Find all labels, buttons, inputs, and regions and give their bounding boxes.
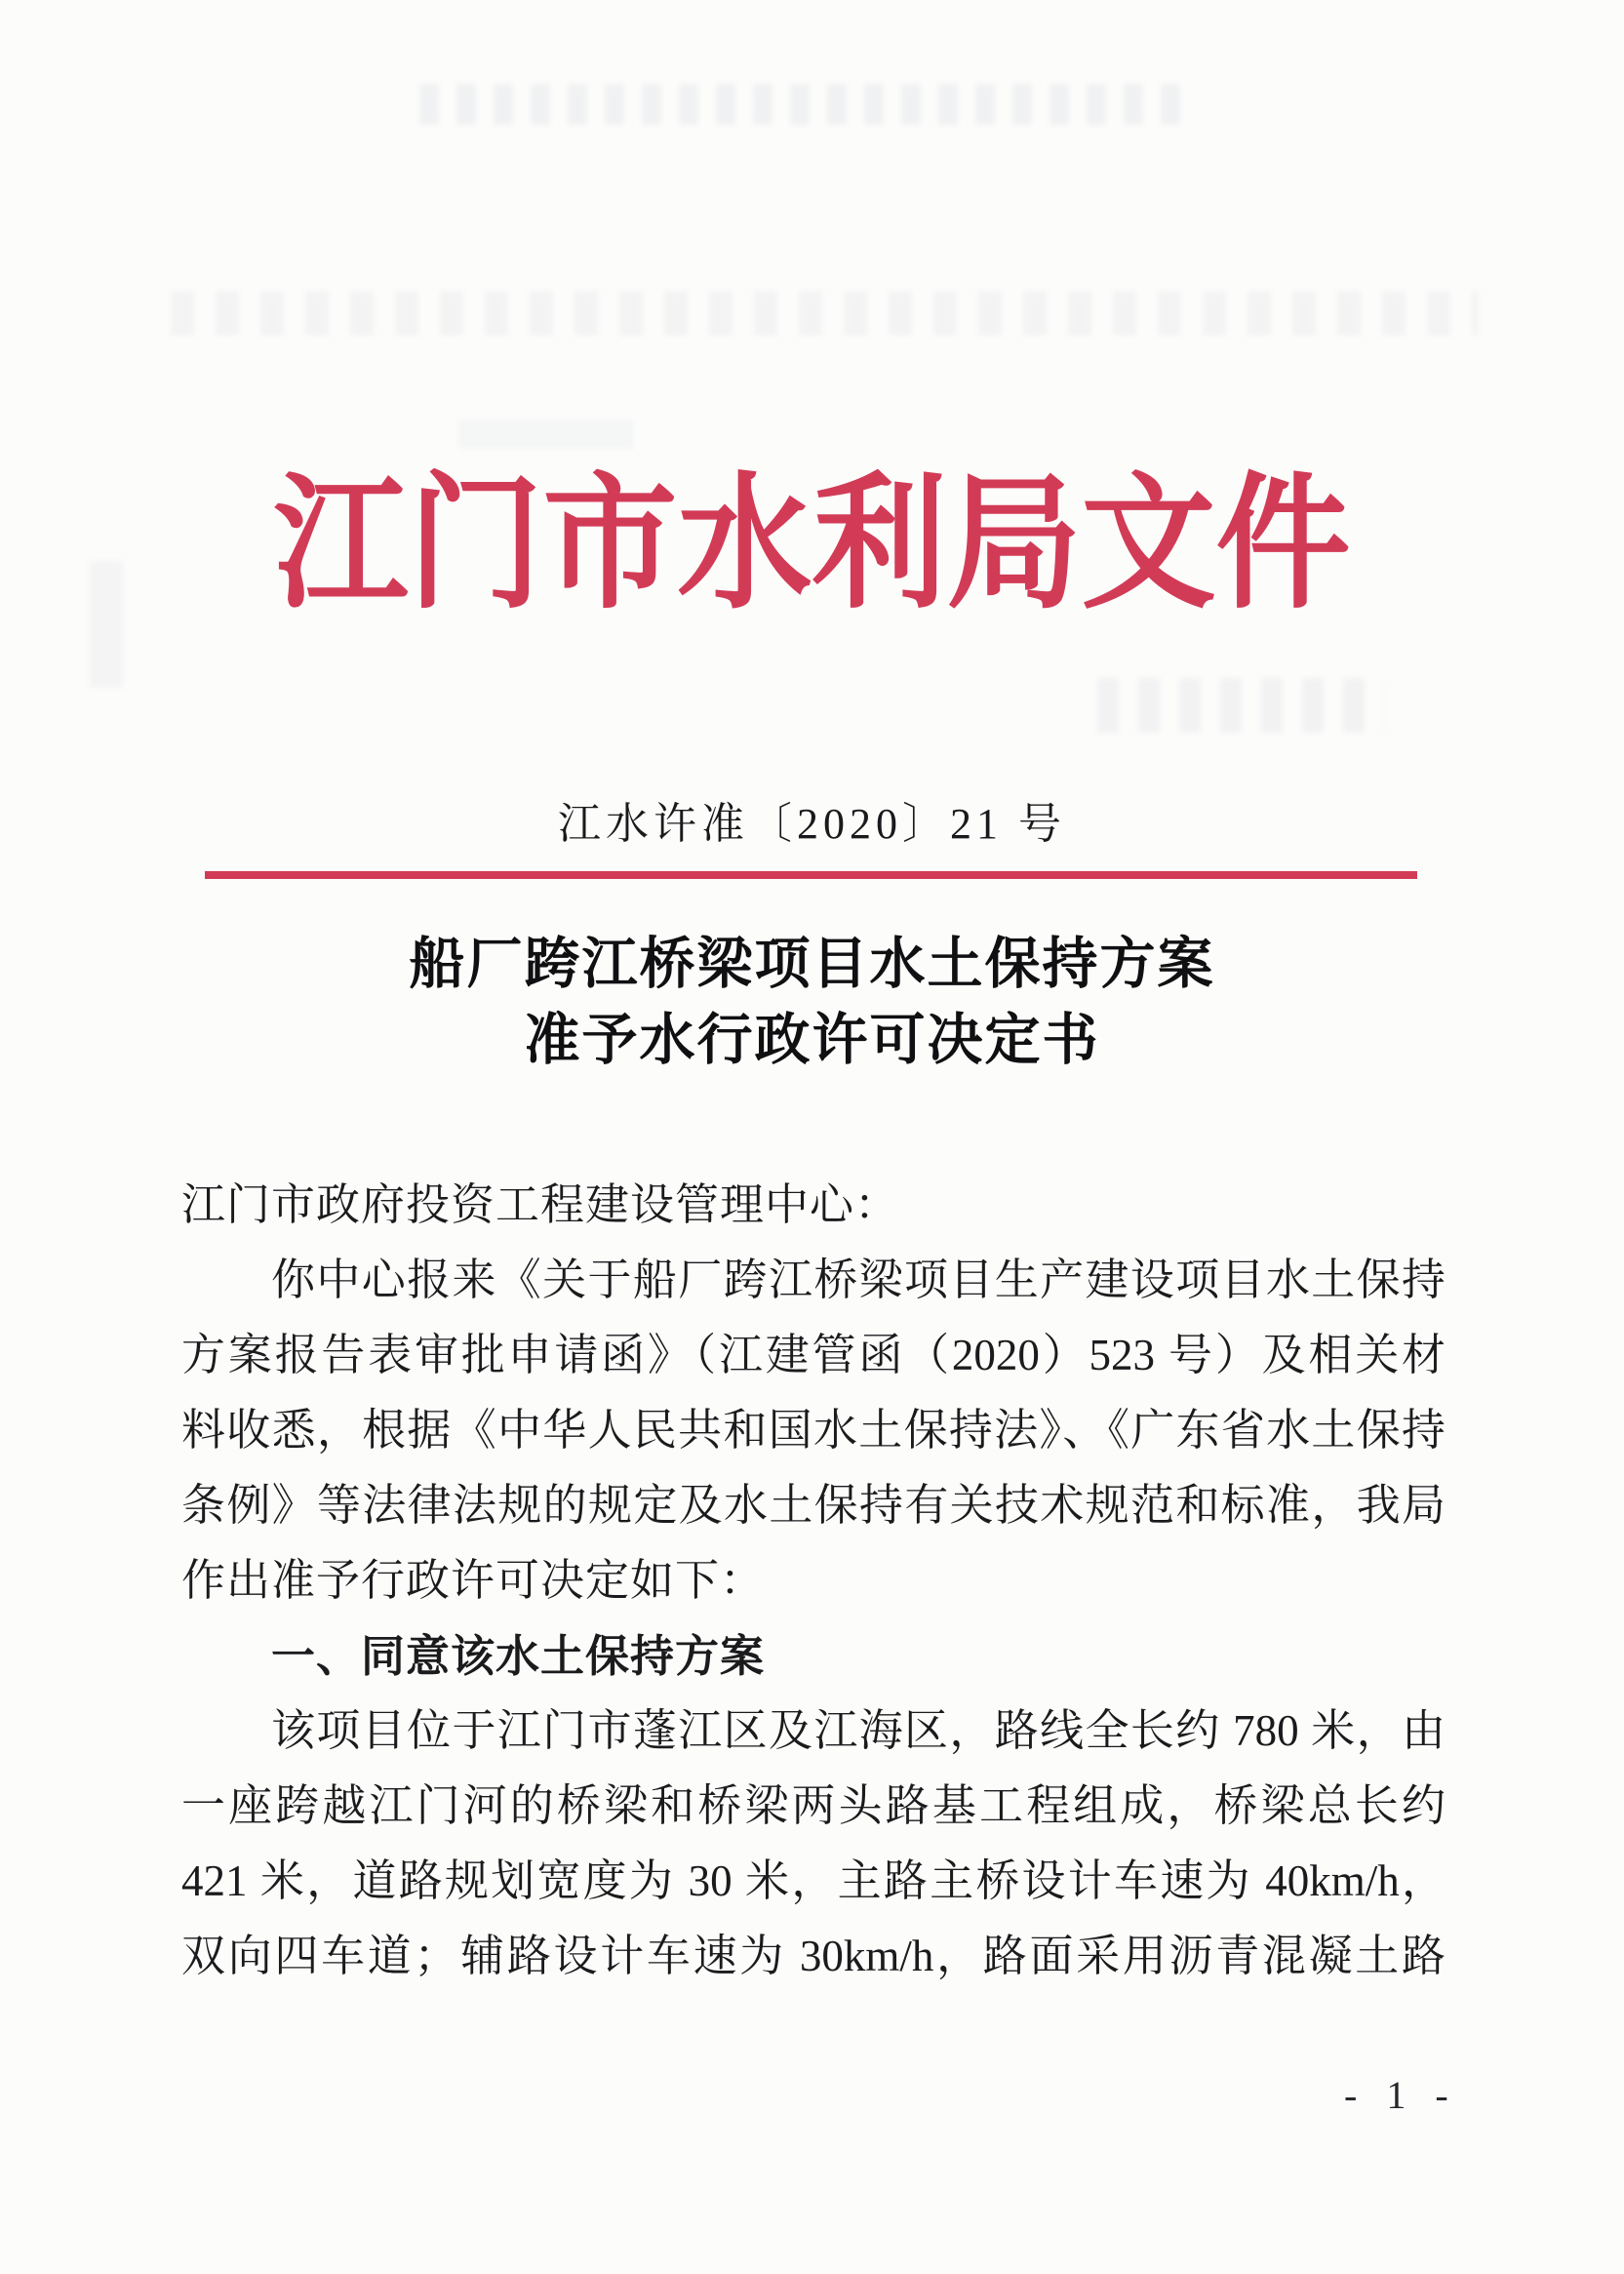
document-title-line-1: 船厂跨江桥梁项目水土保持方案 [409, 934, 1215, 995]
body-line: 双向四车道；辅路设计车速为 30km/h，路面采用沥青混凝土路 [181, 1932, 1446, 1980]
body-line: 你中心报来《关于船厂跨江桥梁项目生产建设项目水土保持 [271, 1256, 1446, 1304]
body-line: 江门市政府投资工程建设管理中心： [181, 1180, 900, 1229]
scan-artifact [458, 419, 634, 449]
scan-artifact [171, 291, 1478, 336]
body-lines [181, 1168, 1446, 1994]
body-line: 条例》等法律法规的规定及水土保持有关技术规范和标准，我局 [181, 1481, 1446, 1530]
body-line: 料收悉，根据《中华人民共和国水土保持法》、《广东省水土保持 [181, 1406, 1446, 1455]
agency-letterhead-title: 江门市水利局文件 [273, 464, 1351, 626]
body-line: 一座跨越江门河的桥梁和桥梁两头路基工程组成，桥梁总长约 [181, 1781, 1446, 1830]
scan-artifact [1097, 678, 1385, 733]
body-line: 421 米，道路规划宽度为 30 米，主路主桥设计车速为 40km/h， [181, 1856, 1446, 1905]
body-line: 一、同意该水土保持方案 [271, 1631, 766, 1681]
page-number: - 1 - [1344, 2073, 1458, 2117]
document-reference-number: 江水许准〔2020〕21 号 [558, 800, 1066, 848]
document-title-line-2: 准予水行政许可决定书 [524, 1010, 1100, 1071]
body-line: 作出准予行政许可决定如下： [181, 1556, 766, 1605]
red-divider-rule [205, 871, 1417, 879]
body-line: 该项目位于江门市蓬江区及江海区，路线全长约 780 米，由 [271, 1706, 1446, 1755]
body-line: 方案报告表审批申请函》（江建管函（2020）523 号）及相关材 [181, 1331, 1446, 1379]
scan-artifact [419, 84, 1180, 125]
document-title [0, 927, 1624, 1079]
